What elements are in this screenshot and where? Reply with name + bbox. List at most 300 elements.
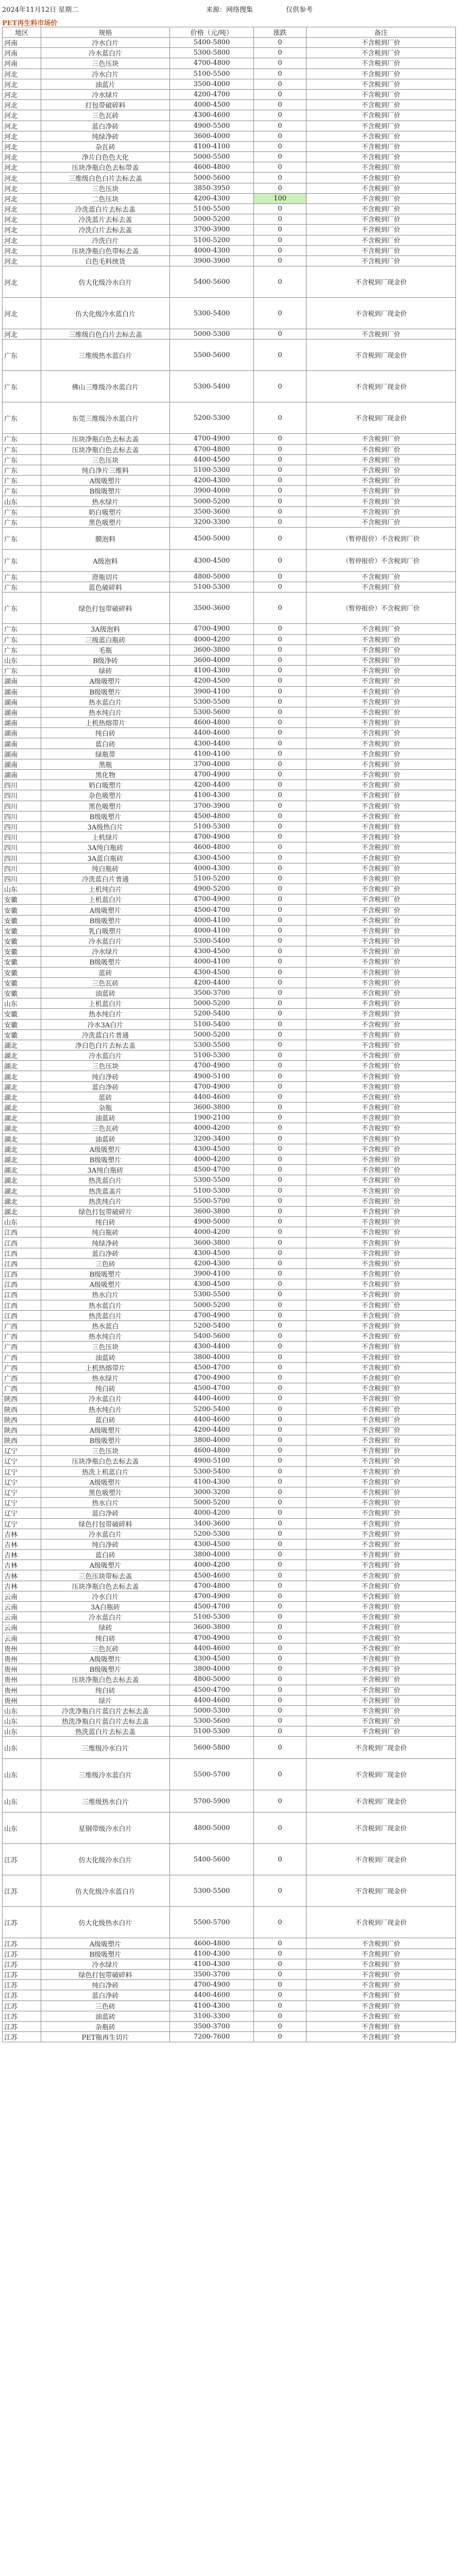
cell-note: 不含税到厂价 [306,780,456,790]
cell-price: 5000-5200 [170,496,254,506]
cell-price: 4700-4800 [170,58,254,69]
cell-spec: 冷洗蓝白片普通 [41,873,170,884]
cell-price: 4300-4600 [170,110,254,121]
cell-note: 不含税到厂价 [306,1248,456,1258]
cell-region: 安徽 [3,905,41,915]
table-row [3,1352,456,1362]
table-row [3,1602,456,1612]
cell-spec: 绿色打包带破碎片 [41,1206,170,1216]
cell-change: 0 [254,69,306,79]
cell-price: 4400-4600 [170,728,254,738]
cell-note: 不含税到厂价 [306,1705,456,1716]
cell-change: 0 [254,434,306,444]
table-row [3,1907,456,1938]
table-row [3,465,456,475]
cell-region: 安徽 [3,946,41,957]
cell-spec: 纯白净片三维料 [41,465,170,475]
table-row [3,1342,456,1352]
table-row [3,2001,456,2011]
cell-price: 4000-4200 [170,1508,254,1518]
cell-change: 0 [254,1633,306,1643]
cell-region: 江西 [3,1310,41,1320]
cell-spec: 三色压块带标去盖 [41,1570,170,1581]
cell-note: 不含税到厂价 [306,454,456,465]
cell-spec: 压块净瓶白色去标去盖 [41,444,170,454]
cell-note: 不含税到厂价 [306,1269,456,1279]
table-row [3,1050,456,1061]
cell-price: 3800-4000 [170,1352,254,1362]
cell-note: 不含税到厂现金价 [306,371,456,402]
cell-change: 0 [254,853,306,863]
cell-price: 3600-3800 [170,1103,254,1113]
cell-region: 河北 [3,69,41,79]
cell-change: 0 [254,1092,306,1102]
cell-price: 3200-3400 [170,1133,254,1144]
cell-change: 0 [254,1050,306,1061]
table-row [3,582,456,592]
cell-note: 不含税到厂价 [306,1383,456,1394]
table-row [3,1938,456,1948]
cell-note: （暂停报价）不含税到厂价 [306,528,456,550]
cell-note: 不含税到厂价 [306,1300,456,1310]
cell-region: 四川 [3,873,41,884]
cell-region: 广东 [3,402,41,434]
cell-price: 3500-3700 [170,988,254,998]
cell-note: 不含税到厂价 [306,1258,456,1268]
cell-change: 0 [254,79,306,89]
cell-note: 不含税到厂价 [306,1664,456,1674]
cell-region: 湖北 [3,1185,41,1196]
cell-price: 3200-3300 [170,517,254,527]
cell-spec: 佛山三维级冷水蓝白片 [41,371,170,402]
cell-change: 0 [254,1352,306,1362]
table-row [3,967,456,977]
cell-region: 山东 [3,1217,41,1227]
cell-region: 四川 [3,801,41,811]
cell-note: 不含税到厂价 [306,811,456,821]
cell-price: 4100-4100 [170,749,254,759]
table-row [3,214,456,225]
cell-spec: 压块净瓶白色带标去盖 [41,245,170,256]
cell-spec: 三维级热水蓝白片 [41,340,170,371]
cell-note: 不含税到厂价 [306,131,456,141]
cell-note: 不含税到厂价 [306,486,456,496]
cell-change: 0 [254,1980,306,1990]
cell-region: 江西 [3,1258,41,1268]
table-row [3,69,456,79]
table-row [3,1591,456,1601]
cell-note: 不含税到厂价 [306,465,456,475]
cell-price: 3800-4000 [170,1664,254,1674]
cell-price: 4500-4800 [170,811,254,821]
cell-region: 四川 [3,821,41,832]
cell-spec: A级吸塑片 [41,1279,170,1290]
cell-price: 4700-4900 [170,1633,254,1643]
cell-change: 0 [254,2001,306,2011]
cell-price: 4600-4800 [170,1446,254,1456]
cell-price: 4400-4600 [170,1695,254,1705]
cell-note: 不含税到厂价 [306,256,456,266]
cell-price: 4000-4100 [170,915,254,925]
table-row [3,1258,456,1268]
cell-region: 江苏 [3,2011,41,2021]
cell-spec: 上机绿片 [41,832,170,842]
cell-note: 不含税到厂价 [306,1622,456,1633]
table-row [3,1980,456,1990]
cell-region: 河北 [3,173,41,183]
cell-change: 0 [254,1123,306,1133]
table-row [3,1456,456,1466]
cell-spec: 三维级白色白片去标去盖 [41,173,170,183]
cell-spec: 油蓝砖 [41,1133,170,1144]
cell-region: 广东 [3,634,41,645]
cell-spec: 热水白片 [41,1498,170,1508]
table-row [3,1570,456,1581]
table-row [3,1071,456,1081]
cell-price: 4500-4700 [170,1685,254,1695]
table-row [3,1664,456,1674]
cell-change: 0 [254,1938,306,1948]
header-change: 涨跌 [254,27,306,38]
table-row [3,1362,456,1372]
cell-change: 0 [254,718,306,728]
cell-region: 河北 [3,152,41,162]
cell-region: 江苏 [3,1938,41,1948]
cell-change: 0 [254,1185,306,1196]
cell-region: 山东 [3,1716,41,1726]
cell-note: 不含税到厂价 [306,1653,456,1664]
cell-change: 0 [254,988,306,998]
cell-region: 广东 [3,371,41,402]
cell-note: 不含税到厂现金价 [306,1875,456,1907]
cell-change: 0 [254,173,306,183]
table-row [3,1144,456,1154]
cell-spec: B级吸塑片 [41,1154,170,1164]
cell-change: 0 [254,998,306,1009]
cell-region: 安徽 [3,957,41,967]
cell-spec: 纯白砖 [41,1685,170,1695]
cell-price: 5300-5400 [170,936,254,946]
table-row [3,329,456,340]
cell-note: 不含税到厂价 [306,173,456,183]
report-date: 2024年11月12日 星期二 [2,6,79,14]
cell-spec: 压块净瓶白色去标去盖 [41,434,170,444]
cell-note: 不含税到厂价 [306,506,456,517]
cell-price: 4000-4500 [170,100,254,110]
table-row [3,2021,456,2031]
table-row [3,298,456,329]
cell-price: 4700-4900 [170,434,254,444]
cell-price: 3500-4000 [170,79,254,89]
table-row [3,454,456,465]
cell-note: 不含税到厂价 [306,1612,456,1622]
cell-change: 0 [254,1539,306,1549]
cell-region: 广东 [3,434,41,444]
table-row [3,842,456,853]
cell-price: 4300-4500 [170,1653,254,1664]
table-row [3,1206,456,1216]
table-row [3,1812,456,1844]
cell-spec: 白色毛料统货 [41,256,170,266]
cell-spec: 蓝色破碎料 [41,582,170,592]
cell-spec: 杂瓶砖 [41,2021,170,2031]
cell-spec: 热洗蓝白片 [41,1175,170,1185]
cell-region: 广东 [3,340,41,371]
cell-region: 安徽 [3,1029,41,1040]
cell-price: 3900-4100 [170,686,254,697]
table-row [3,1508,456,1518]
cell-price: 3700-3900 [170,801,254,811]
cell-price: 4200-4700 [170,89,254,99]
table-row [3,697,456,707]
cell-price: 3800-4000 [170,1550,254,1560]
cell-spec: 黑化物 [41,770,170,780]
cell-spec: 杂色吸塑片 [41,790,170,801]
table-row [3,1279,456,1290]
cell-region: 湖北 [3,1196,41,1206]
cell-note: 不含税到厂价 [306,1498,456,1508]
cell-note: 不含税到厂价 [306,79,456,89]
cell-region: 云南 [3,1602,41,1612]
cell-price: 4700-4900 [170,832,254,842]
cell-spec: 仿大化级热水白片 [41,1907,170,1938]
cell-spec: B级吸塑片 [41,811,170,821]
cell-spec: 热水白片 [41,1290,170,1300]
table-row [3,1290,456,1300]
cell-note: 不含税到厂现金价 [306,402,456,434]
cell-region: 陕西 [3,1414,41,1425]
cell-note: 不含税到厂价 [306,1196,456,1206]
cell-price: 4700-4900 [170,1980,254,1990]
cell-region: 河南 [3,48,41,58]
cell-spec: 冷水白片 [41,1591,170,1601]
cell-change: 0 [254,121,306,131]
cell-spec: 毛瓶 [41,645,170,655]
cell-change: 0 [254,1331,306,1342]
cell-spec: 冷水蓝白片 [41,1529,170,1539]
cell-note: 不含税到厂价 [306,1092,456,1102]
cell-note: 不含税到厂价 [306,1331,456,1342]
cell-spec: 油蓝片 [41,79,170,89]
table-row [3,1061,456,1071]
cell-price: 4100-4300 [170,666,254,676]
cell-note: 不含税到厂价 [306,1425,456,1435]
cell-region: 湖北 [3,1175,41,1185]
cell-change: 0 [254,1238,306,1248]
cell-region: 河北 [3,214,41,225]
cell-spec: 冷水绿片 [41,89,170,99]
cell-change: 0 [254,1196,306,1206]
table-row [3,1487,456,1497]
cell-note: 不含税到厂价 [306,1238,456,1248]
cell-price: 4200-4400 [170,780,254,790]
cell-price: 4000-4200 [170,1154,254,1164]
table-row [3,193,456,204]
cell-change: 0 [254,1759,306,1790]
cell-change: 0 [254,1227,306,1238]
cell-region: 江苏 [3,1980,41,1990]
cell-change: 0 [254,454,306,465]
cell-spec: 压块净瓶白色去标去盖 [41,1581,170,1591]
cell-price: 5300-5400 [170,1466,254,1477]
cell-change: 0 [254,1518,306,1529]
cell-spec: B级吸塑片 [41,1664,170,1674]
cell-region: 安徽 [3,1009,41,1019]
table-row [3,666,456,676]
cell-change: 0 [254,38,306,48]
cell-note: 不含税到厂价 [306,2001,456,2011]
cell-spec: 3A级热白片 [41,821,170,832]
cell-note: 不含税到厂价 [306,1602,456,1612]
cell-price: 5300-5600 [170,707,254,717]
cell-region: 河北 [3,131,41,141]
cell-spec: 绿色打包带破碎料 [41,592,170,624]
cell-spec: 净片白色色大化 [41,152,170,162]
cell-note: 不含税到厂价 [306,655,456,665]
table-row [3,2032,456,2042]
cell-price: 5200-5400 [170,1009,254,1019]
table-row [3,1331,456,1342]
cell-region: 河北 [3,245,41,256]
cell-region: 四川 [3,863,41,873]
cell-region: 山东 [3,1790,41,1812]
table-row [3,1435,456,1446]
cell-region: 河北 [3,162,41,173]
cell-region: 四川 [3,811,41,821]
table-row [3,1196,456,1206]
cell-price: 5100-5200 [170,873,254,884]
cell-spec: 三色压块 [41,183,170,193]
cell-note: 不含税到厂价 [306,1446,456,1456]
cell-change: 0 [254,402,306,434]
table-row [3,1383,456,1394]
cell-change: 0 [254,245,306,256]
cell-note: 不含税到厂价 [306,770,456,780]
cell-region: 江西 [3,1248,41,1258]
cell-region: 辽宁 [3,1498,41,1508]
cell-note: 不含税到厂价 [306,121,456,131]
cell-note: 不含税到厂价 [306,666,456,676]
table-row [3,550,456,572]
table-row [3,1622,456,1633]
cell-change: 0 [254,486,306,496]
cell-price: 3000-3200 [170,1487,254,1497]
cell-change: 0 [254,634,306,645]
table-row [3,1695,456,1705]
cell-spec: 仿大化级冷水蓝白片 [41,1875,170,1907]
cell-change: 0 [254,1269,306,1279]
cell-change: 0 [254,790,306,801]
cell-note: 不含税到厂价 [306,821,456,832]
cell-note: 不含税到厂现金价 [306,1790,456,1812]
cell-note: 不含税到厂价 [306,1695,456,1705]
header-spec: 规格 [41,27,170,38]
cell-price: 4300-4500 [170,853,254,863]
cell-change: 0 [254,1362,306,1372]
cell-price: 3600-3800 [170,645,254,655]
cell-price: 1900-2100 [170,1113,254,1123]
cell-note: 不含税到厂价 [306,1154,456,1164]
cell-price: 4000-4100 [170,925,254,936]
cell-price: 5200-5300 [170,402,254,434]
cell-note: 不含税到厂价 [306,1103,456,1113]
cell-price: 4700-4900 [170,624,254,634]
cell-note: 不含税到厂价 [306,1362,456,1372]
cell-price: 5300-5600 [170,1716,254,1726]
cell-region: 广东 [3,486,41,496]
cell-region: 安徽 [3,1019,41,1029]
cell-price: 4500-4700 [170,1383,254,1394]
cell-region: 辽宁 [3,1466,41,1477]
cell-spec: 冷水3A白片 [41,1019,170,1029]
cell-spec: 热水蓝白 [41,1320,170,1331]
cell-price: 3600-4000 [170,131,254,141]
table-row [3,624,456,634]
cell-region: 安徽 [3,988,41,998]
cell-region: 江苏 [3,1959,41,1969]
cell-region: 安徽 [3,967,41,977]
cell-price: 5500-5700 [170,1196,254,1206]
cell-change: 0 [254,905,306,915]
cell-price: 4300-4500 [170,550,254,572]
cell-region: 吉林 [3,1550,41,1560]
cell-change: 0 [254,1560,306,1570]
cell-region: 安徽 [3,977,41,988]
cell-note: 不含税到厂价 [306,1290,456,1300]
cell-change: 0 [254,666,306,676]
cell-region: 安徽 [3,915,41,925]
cell-price: 5500-5700 [170,1907,254,1938]
cell-region: 广西 [3,1342,41,1352]
cell-spec: 绿色打包带破碎料 [41,1970,170,1980]
table-row [3,402,456,434]
cell-region: 广东 [3,506,41,517]
table-row [3,100,456,110]
cell-change: 0 [254,1175,306,1185]
cell-region: 湖北 [3,1040,41,1050]
cell-change: 0 [254,780,306,790]
cell-spec: 冷洗净瓶白片蓝白片去标去盖 [41,1705,170,1716]
cell-region: 广东 [3,444,41,454]
cell-price: 4000-4300 [170,245,254,256]
cell-price: 3600-3800 [170,1206,254,1216]
cell-note: 不含税到厂价 [306,1081,456,1092]
cell-spec: 三维级冷水白片 [41,1737,170,1759]
cell-region: 云南 [3,1591,41,1601]
cell-note: 不含税到厂价 [306,1716,456,1726]
table-row [3,1165,456,1175]
table-row [3,486,456,496]
table-row [3,1310,456,1320]
cell-change: 0 [254,1790,306,1812]
cell-note: 不含税到厂现金价 [306,266,456,298]
cell-price: 4000-4100 [170,957,254,967]
cell-price: 5200-5400 [170,1320,254,1331]
cell-note: 不含税到厂价 [306,100,456,110]
table-row [3,915,456,925]
table-row [3,444,456,454]
cell-spec: A级吸塑片 [41,1560,170,1570]
cell-spec: 热洗蓝白片 [41,1310,170,1320]
cell-region: 广西 [3,1331,41,1342]
cell-change: 0 [254,645,306,655]
cell-spec: 上机热熔带片 [41,718,170,728]
cell-note: 不含税到厂价 [306,434,456,444]
table-row [3,1404,456,1414]
cell-price: 4700-4900 [170,770,254,780]
cell-price: 3900-4000 [170,486,254,496]
cell-region: 江西 [3,1279,41,1290]
